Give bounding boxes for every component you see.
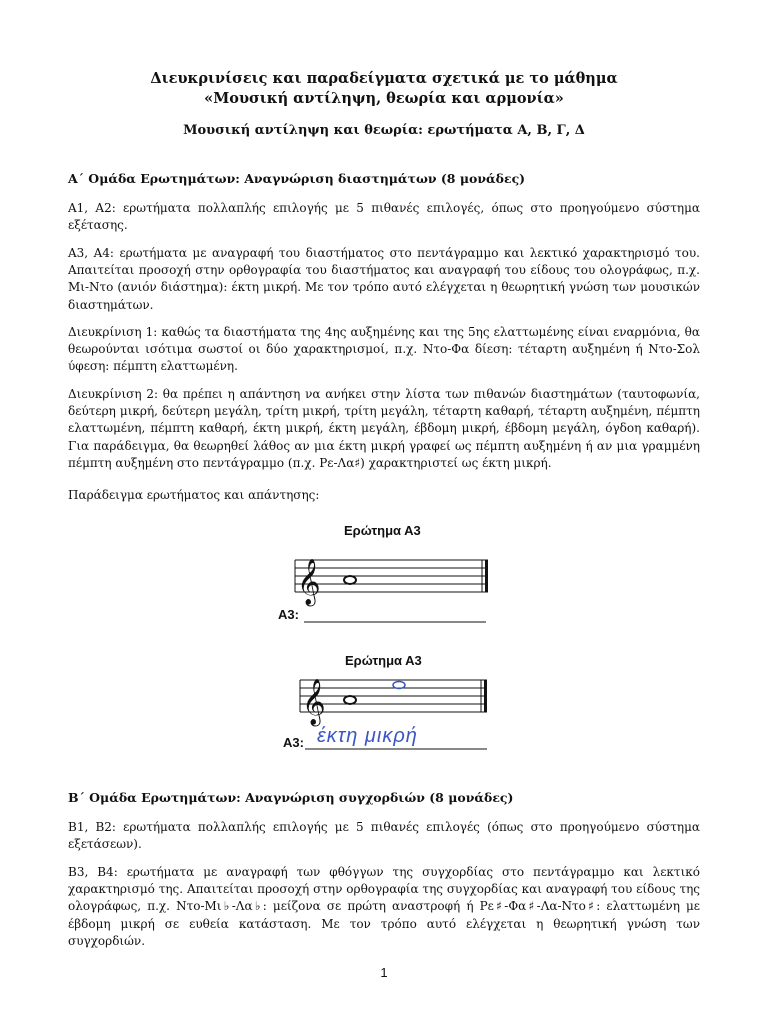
- whole-note: [344, 696, 356, 704]
- answer-label: Α3:: [278, 607, 299, 622]
- page-number: 1: [380, 965, 388, 980]
- section-b-paragraph-1: Β1, Β2: ερωτήματα πολλαπλής επιλογής με 5 πιθανές επιλογές (όπως στο προηγούμενο σύστημα εξετάσεων).: [68, 820, 700, 852]
- document-title-line2: «Μουσική αντίληψη, θεωρία και αρμονία»: [204, 90, 564, 107]
- section-a-paragraph-3: Διευκρίνιση 1: καθώς τα διαστήματα της 4ης αυξημένης και της 5ης ελαττωμένης είναι εναρμόνια, θα θεωρούνται ισότιμα σωστοί οι δύο χαρακτηρισμοί, π.χ. Ντο-Φα δίεση: τέταρτη αυξημένη ή Ντο-Σολ ύφεση: πέμπτη ελαττωμένη.: [68, 325, 700, 374]
- section-a-paragraph-1: Α1, Α2: ερωτήματα πολλαπλής επιλογής με 5 πιθανές επιλογές, όπως στο προηγούμενο σύστημα εξέτασης.: [68, 201, 700, 233]
- section-a-heading: Α΄ Ομάδα Ερωτημάτων: Αναγνώριση διαστημάτων (8 μονάδες): [68, 171, 526, 186]
- answer-label: Α3:: [283, 735, 304, 750]
- figure-title: Ερώτημα Α3: [345, 653, 422, 668]
- document-subtitle: Μουσική αντίληψη και θεωρία: ερωτήματα Α, Β, Γ, Δ: [183, 123, 585, 138]
- section-a-paragraph-4: Διευκρίνιση 2: θα πρέπει η απάντηση να ανήκει στην λίστα των πιθανών διαστημάτων (ταυτοφωνία, δεύτερη μικρή, δεύτερη μεγάλη, τρίτη μικρή, τρίτη μεγάλη, τέταρτη καθαρή, τέταρτη αυξημένη, πέμπτη ελαττωμένη, πέμπτη καθαρή, έκτη μικρή, έκτη μεγάλη, έβδομη μικρή, έβδομη μεγάλη, όγδοη καθαρή). Για παράδειγμα, θα θεωρηθεί λάθος αν μια έκτη μικρή γραφεί ως πέμπτη αυξημένη ή αν μια γραμμένη πέμπτη αυξημένη στο πεντάγραμμο (π.χ. Ρε-Λα♯) χαρακτηριστεί ως έκτη μικρή.: [68, 387, 700, 470]
- handwritten-answer: έκτη μικρή: [317, 725, 418, 747]
- section-a-paragraph-2: Α3, Α4: ερωτήματα με αναγραφή του διαστήματος στο πεντάγραμμο και λεκτικό χαρακτηρισμό του. Απαιτείται προσοχή στην ορθογραφία του διαστήματος και αναγραφή του είδους του ολογράφως, π.χ. Μι-Ντο (ανιόν διάστημα): έκτη μικρή. Με τον τρόπο αυτό ελέγχεται η θεωρητική γνώση των μουσικών διαστημάτων.: [68, 246, 700, 312]
- example-answer-figure: [275, 645, 505, 760]
- section-a-paragraph-5: Παράδειγμα ερωτήματος και απάντησης:: [68, 488, 320, 502]
- music-staff: [270, 515, 500, 630]
- treble-clef-icon: 𝄞: [297, 559, 321, 605]
- handwritten-note: [393, 682, 405, 689]
- whole-note: [344, 576, 356, 584]
- section-b-paragraph-2: Β3, Β4: ερωτήματα με αναγραφή των φθόγγων της συγχορδίας στο πεντάγραμμο και λεκτικό χαρακτηρισμό της. Απαιτείται προσοχή στην ορθογραφία της συγχορδίας και αναγραφή του είδους της ολογράφως, π.χ. Ντο-Μι♭-Λα♭: μείζονα σε πρώτη αναστροφή ή Ρε♯-Φα♯-Λα-Ντο♯: ελαττωμένη με έβδομη μικρή σε ευθεία κατάσταση. Με τον τρόπο αυτό ελέγχεται η θεωρητική γνώση των συγχορδιών.: [68, 865, 700, 948]
- document-title-line1: Διευκρινίσεις και παραδείγματα σχετικά με το μάθημα: [150, 70, 618, 87]
- figure-title: Ερώτημα Α3: [344, 523, 421, 538]
- treble-clef-icon: 𝄞: [302, 679, 326, 725]
- section-b-heading: Β΄ Ομάδα Ερωτημάτων: Αναγνώριση συγχορδιών (8 μονάδες): [68, 790, 514, 805]
- example-question-figure: [270, 515, 500, 630]
